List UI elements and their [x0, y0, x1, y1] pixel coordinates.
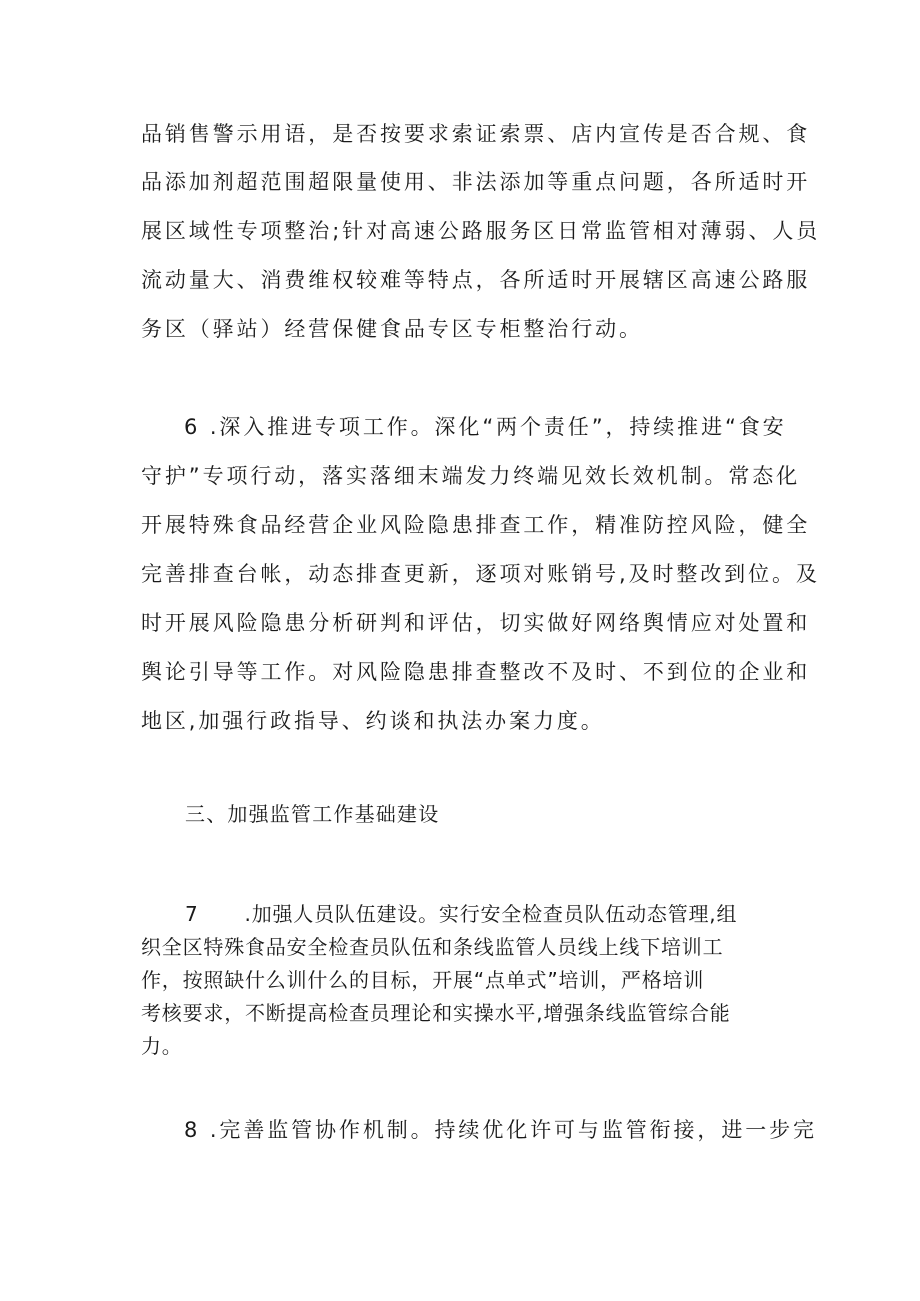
paragraph-1-line: 流动量大、消费维权较难等特点，各所适时开展辖区高速公路服	[141, 268, 811, 292]
item-8-first-line-text: .完善监管协作机制。持续优化许可与监管衔接，进一步完	[209, 1118, 817, 1142]
paragraph-1-line: 品添加剂超范围超限量使用、非法添加等重点问题，各所适时开	[141, 170, 811, 194]
item-7-first-line-text: .加强人员队伍建设。实行安全检查员队伍动态管理,组	[244, 902, 738, 926]
section-3-heading: 三、加强监管工作基础建设	[185, 802, 440, 826]
item-6-line: 舆论引导等工作。对风险隐患排查整改不及时、不到位的企业和	[141, 660, 811, 684]
item-7-number: 7	[185, 902, 199, 926]
item-6-line: 时开展风险隐患分析研判和评估，切实做好网络舆情应对处置和	[141, 611, 811, 635]
item-7-line: 考核要求，不断提高检查员理论和实操水平,增强条线监管综合能	[141, 1001, 731, 1025]
paragraph-1-line: 品销售警示用语，是否按要求索证索票、店内宣传是否合规、食	[141, 122, 811, 146]
item-8-first-line	[184, 1115, 817, 1145]
item-6-number: 6	[184, 415, 201, 439]
item-6-line: 地区,加强行政指导、约谈和执法办案力度。	[141, 709, 605, 733]
item-7-line: 力。	[141, 1034, 183, 1058]
paragraph-1-line: 展区域性专项整治;针对高速公路服务区日常监管相对薄弱、人员	[141, 219, 821, 243]
item-6-first-line	[184, 412, 787, 442]
paragraph-1-line: 务区（驿站）经营保健食品专区专柜整治行动。	[141, 317, 643, 341]
item-6-line: 守护”专项行动，落实落细末端发力终端见效长效机制。常态化	[141, 464, 801, 488]
item-6-first-line-text: .深入推进专项工作。深化“两个责任”，持续推进“食安	[209, 415, 787, 439]
item-6-line: 开展特殊食品经营企业风险隐患排查工作，精准防控风险，健全	[141, 513, 811, 537]
item-7-line: 织全区特殊食品安全检查员队伍和条线监管人员线上线下培训工	[141, 935, 724, 959]
item-6-line: 完善排查台帐，动态排查更新，逐项对账销号,及时整改到位。及	[141, 562, 820, 586]
item-7-line: 作，按照缺什么训什么的目标，开展“点单式”培训，严格培训	[141, 968, 705, 992]
item-7-first-line	[185, 899, 737, 929]
item-8-number: 8	[184, 1118, 201, 1142]
